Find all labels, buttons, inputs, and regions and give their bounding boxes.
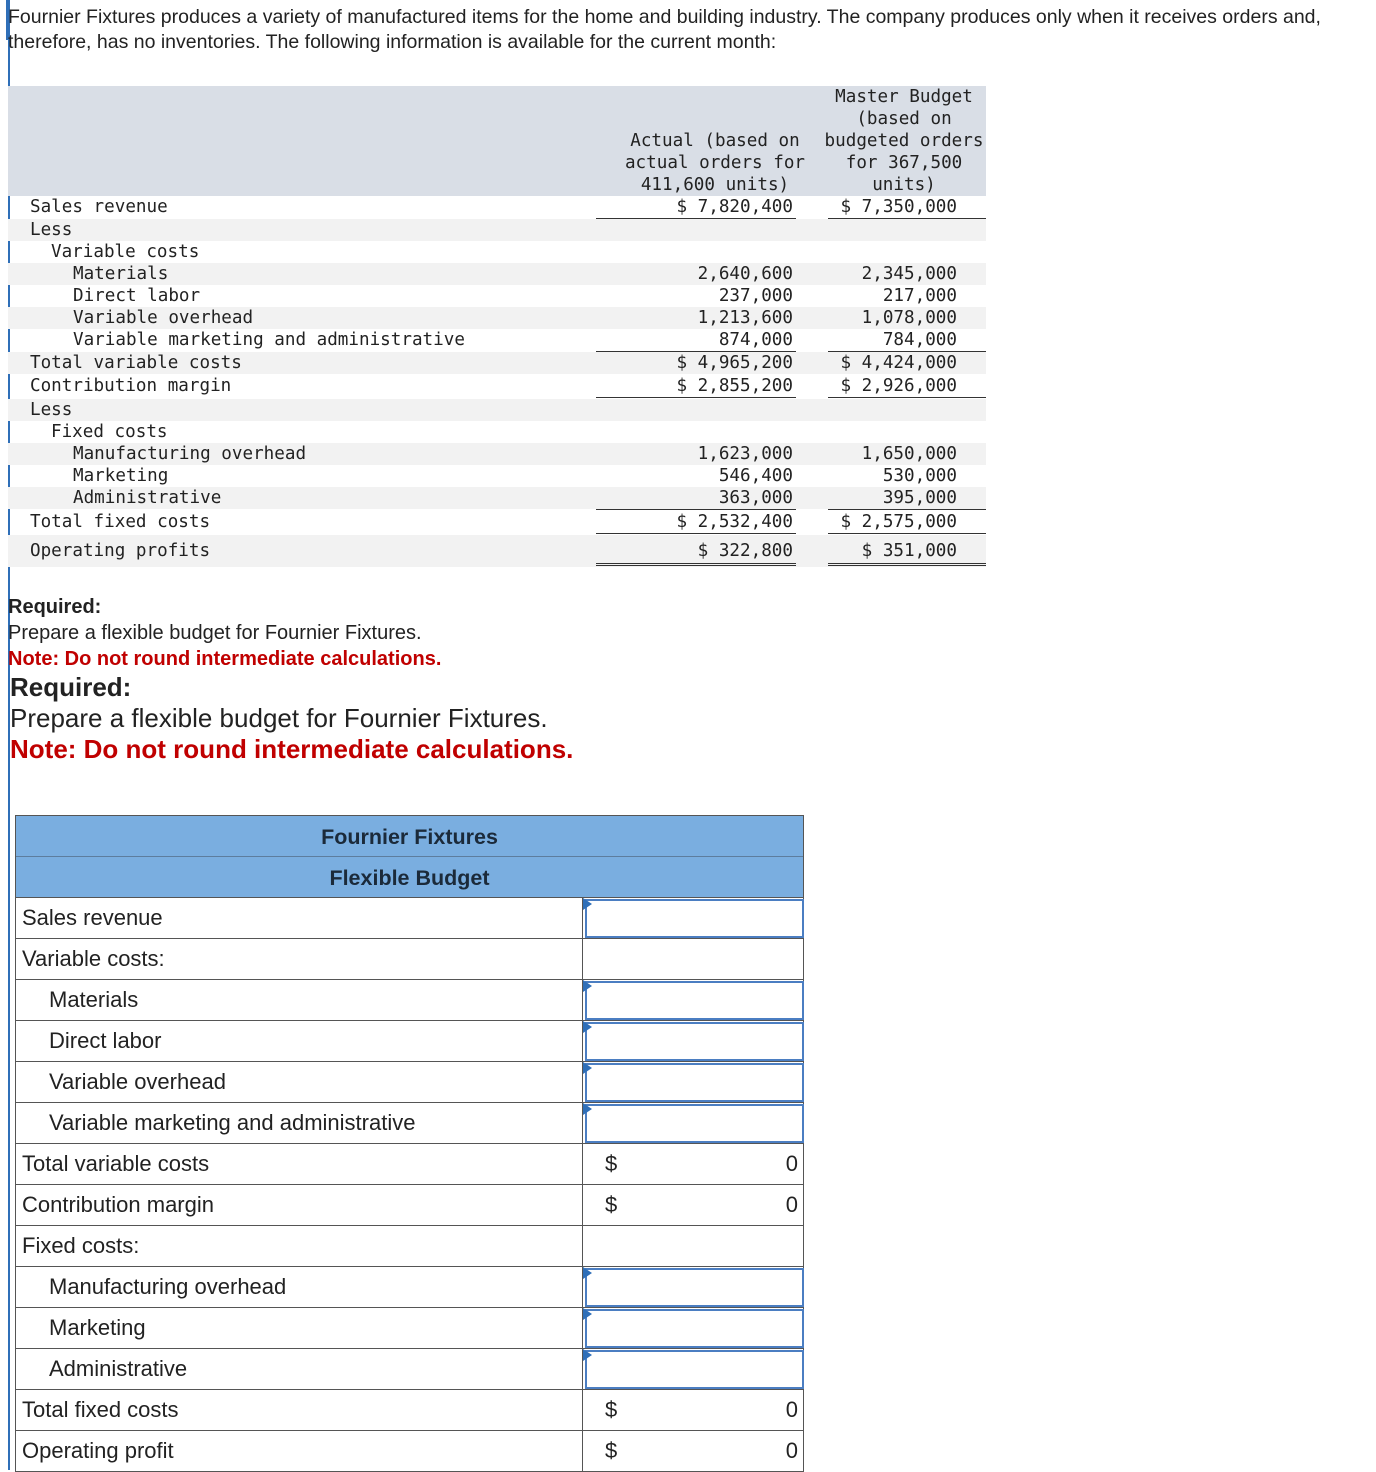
row-label: Materials [49,987,139,1012]
required-heading: Required: [8,596,102,618]
required-heading: Required: [10,672,132,702]
form-row-materials [15,980,804,1021]
amount-cell [582,898,804,938]
currency-sign: $ [605,1397,618,1422]
table-row [8,263,986,285]
rule-line [828,351,986,352]
table-row [8,421,986,443]
row-label: Fixed costs: [22,1233,140,1258]
row-master: 1,078,000 [861,308,957,328]
row-master: 395,000 [882,488,957,508]
form-row-operating-profit [15,1431,804,1472]
row-label: Manufacturing overhead [73,444,307,464]
form-row-contribution-margin [15,1185,804,1226]
rule-line [828,218,986,219]
amount-cell [582,1144,804,1184]
administrative-input[interactable] [585,1350,804,1389]
form-row-manufacturing-overhead [15,1267,804,1308]
row-label: Variable overhead [49,1069,226,1094]
table-row [8,307,986,329]
row-label: Materials [73,264,169,284]
table-row [8,443,986,465]
row-label: Total variable costs [22,1151,210,1176]
form-row-variable-overhead [15,1062,804,1103]
double-rule-line [828,563,986,566]
rule-line [596,509,796,510]
row-label: Less [30,220,73,240]
row-label: Variable costs [51,242,200,262]
rule-line [596,218,796,219]
sales-revenue-input[interactable] [585,899,804,938]
row-label: Marketing [73,466,169,486]
row-actual: 363,000 [718,488,793,508]
row-label: Variable marketing and administrative [73,330,465,350]
row-actual: $ 7,820,400 [676,197,793,217]
row-master: $ 7,350,000 [840,197,957,217]
row-actual: 874,000 [718,330,793,350]
required-block-large [10,672,573,765]
amount-cell [582,1226,804,1266]
computed-value: 0 [785,1192,798,1217]
form-row-total-variable-costs [15,1144,804,1185]
input-flag-icon [583,1308,592,1320]
flexible-budget-form [15,815,804,1472]
amount-cell [582,1349,804,1389]
row-master: 530,000 [882,466,957,486]
row-master: 217,000 [882,286,957,306]
row-label: Total variable costs [30,353,242,373]
rule-line [596,533,796,534]
row-actual: 237,000 [718,286,793,306]
form-row-marketing [15,1308,804,1349]
table-row [8,487,986,509]
company-title: Fournier Fixtures [321,825,498,849]
row-label: Sales revenue [30,197,168,217]
amount-cell [582,980,804,1020]
row-label: Operating profit [22,1438,174,1463]
amount-cell [582,1390,804,1430]
rule-line [828,533,986,534]
rule-line [596,397,796,398]
currency-sign: $ [605,1151,618,1176]
rule-line [596,351,796,352]
form-row-variable-costs [15,939,804,980]
table-row [8,352,986,374]
row-master: 784,000 [882,330,957,350]
row-label: Manufacturing overhead [49,1274,287,1299]
form-row-direct-labor [15,1021,804,1062]
amount-cell [582,1308,804,1348]
required-note: Note: Do not round intermediate calculations. [8,648,442,670]
input-flag-icon [583,1349,592,1361]
table-row [8,241,986,263]
currency-sign: $ [605,1438,618,1463]
row-label: Variable marketing and administrative [49,1110,416,1135]
row-label: Direct labor [49,1028,162,1053]
row-label: Variable overhead [73,308,254,328]
input-flag-icon [583,1267,592,1279]
row-label: Sales revenue [22,905,163,930]
table-row [8,399,986,421]
table-row [8,511,986,533]
marketing-input[interactable] [585,1309,804,1348]
row-label: Less [30,400,73,420]
row-actual: $ 2,532,400 [676,512,793,532]
table-header [8,86,986,196]
row-actual: $ 2,855,200 [676,376,793,396]
input-flag-icon [583,1021,592,1033]
form-subtitle: Flexible Budget [329,866,490,890]
required-note: Note: Do not round intermediate calculations. [10,734,574,764]
row-label: Direct labor [73,286,201,306]
header-actual: Actual (based on actual orders for 411,600 units) [624,131,806,195]
row-actual: $ 322,800 [697,541,793,561]
row-label: Total fixed costs [30,512,211,532]
amount-cell [582,1267,804,1307]
materials-input[interactable] [585,981,804,1020]
row-master: $ 4,424,000 [840,353,957,373]
row-master: $ 351,000 [861,541,957,561]
form-row-sales-revenue [15,898,804,939]
row-label: Total fixed costs [22,1397,179,1422]
amount-cell [582,1431,804,1471]
intro-paragraph: Fournier Fixtures produces a variety of manufactured items for the home and building industry. The company produces only when it receives orders and, therefore, has no inventories. The following information is available for the current month: [8,6,1321,53]
required-block-small [8,594,441,672]
table-row [8,285,986,307]
computed-value: 0 [785,1438,798,1463]
row-label: Administrative [49,1356,188,1381]
row-label: Contribution margin [30,376,232,396]
currency-sign: $ [605,1192,618,1217]
row-label: Contribution margin [22,1192,214,1217]
row-actual: 1,623,000 [697,444,793,464]
amount-cell [582,1062,804,1102]
computed-value: 0 [785,1151,798,1176]
rule-line [828,509,986,510]
amount-cell [582,1021,804,1061]
row-actual: 1,213,600 [697,308,793,328]
variable-overhead-input[interactable] [585,1063,804,1102]
row-actual: $ 4,965,200 [676,353,793,373]
table-row [8,329,986,351]
direct-labor-input[interactable] [585,1022,804,1061]
amount-cell [582,1103,804,1143]
header-divider [16,856,803,857]
required-text: Prepare a flexible budget for Fournier Fixtures. [10,703,548,733]
row-actual: 2,640,600 [697,264,793,284]
table-row [8,465,986,487]
amount-cell [582,1185,804,1225]
row-master: 2,345,000 [861,264,957,284]
table-row [8,196,986,218]
input-flag-icon [583,980,592,992]
input-flag-icon [583,1062,592,1074]
table-row [8,375,986,397]
required-text: Prepare a flexible budget for Fournier Fixtures. [8,622,422,644]
amount-cell [582,939,804,979]
row-label: Fixed costs [51,422,168,442]
input-flag-icon [583,898,592,910]
computed-value: 0 [785,1397,798,1422]
double-rule-line [596,563,796,566]
variable-marketing-admin-input[interactable] [585,1104,804,1143]
row-label: Marketing [49,1315,146,1340]
row-master: $ 2,575,000 [840,512,957,532]
form-row-total-fixed-costs [15,1390,804,1431]
table-row [8,219,986,241]
row-label: Variable costs: [22,946,165,971]
row-master: $ 2,926,000 [840,376,957,396]
rule-line [828,397,986,398]
manufacturing-overhead-input[interactable] [585,1268,804,1307]
form-row-administrative [15,1349,804,1390]
form-row-variable-marketing-admin [15,1103,804,1144]
form-row-fixed-costs [15,1226,804,1267]
form-header [15,815,804,898]
input-flag-icon [583,1103,592,1115]
row-actual: 546,400 [718,466,793,486]
header-master: Master Budget (based on budgeted orders for 367,500 units) [824,87,984,195]
row-master: 1,650,000 [861,444,957,464]
row-label: Administrative [73,488,222,508]
row-label: Operating profits [30,541,211,561]
